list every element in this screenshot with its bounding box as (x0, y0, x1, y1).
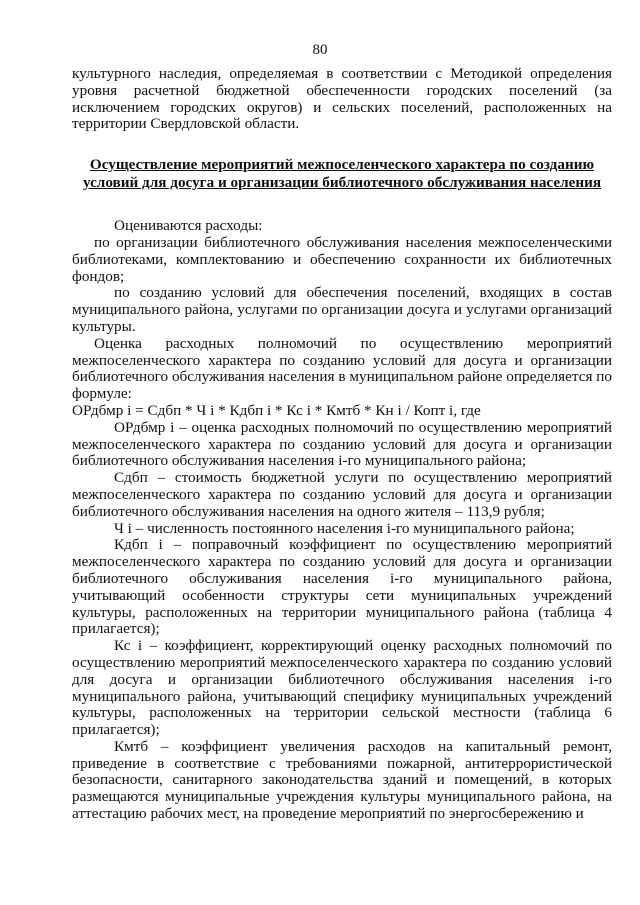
intro-paragraph: культурного наследия, определяемая в соответствии с Методикой определения уровня расчетной бюджетной обеспеченности городских поселений (за исключением городских округов) и сельских поселений, расположенных на территории Свердловской области. (72, 65, 612, 133)
section-heading-line-2: условий для досуга и организации библиотечного обслуживания населения (82, 173, 602, 191)
page-number: 80 (312, 42, 328, 58)
definition-item: Кдбп i – поправочный коэффициент по осуществлению мероприятий межпоселенческого характера по созданию условий для досуга и организации библиотечного обслуживания населения i-го муниципального района, учитывающий особенности структуры сети муниципальных учреждений культуры, расположенных на территории муниципального района (таблица 4 прилагается); (72, 536, 612, 638)
expenses-intro: Оцениваются расходы: (114, 217, 263, 235)
expense-item-1: по организации библиотечного обслуживания населения межпоселенческими библиотеками, комплектованию и обеспечению сохранности их библиотечных фондов; (72, 233, 612, 285)
formula: ОРдбмр i = Сдбп * Ч i * Кдбп i * Кс i * Кмтб * Кн i / Копт i, где (72, 401, 481, 419)
definition-item: Кмтб – коэффициент увеличения расходов на капитальный ремонт, приведение в соответствие с требованиями пожарной, антитеррористической безопасности, санитарного законодательства зданий и помещений, в которых размещаются муниципальные учреждения культуры муниципального района, на аттестацию рабочих мест, на проведение мероприятий по энергосбережению и (72, 737, 612, 823)
page-content (72, 66, 612, 823)
definition-item: ОРдбмр i – оценка расходных полномочий по осуществлению мероприятий межпоселенческого характера по созданию условий для досуга и организации библиотечного обслуживания населения i-го муниципального района; (72, 418, 612, 470)
section-heading (72, 156, 612, 191)
definition-item: Кс i – коэффициент, корректирующий оценку расходных полномочий по осуществлению мероприятий межпоселенческого характера по созданию условий для досуга и организации библиотечного обслуживания населения i-го муниципального района, учитывающий специфику муниципальных учреждений культуры, расположенных на территории сельской местности (таблица 6 прилагается); (72, 637, 612, 739)
definition-item: Ч i – численность постоянного населения i-го муниципального района; (114, 519, 575, 537)
assessment-paragraph: Оценка расходных полномочий по осуществлению мероприятий межпоселенческого характера по созданию условий для досуга и организации библиотечного обслуживания населения в муниципальном районе определяется по формуле: (72, 334, 612, 403)
expense-item-2: по созданию условий для обеспечения поселений, входящих в состав муниципального района, услугами по организации досуга и услугами организаций культуры. (72, 284, 612, 335)
definition-item: Сдбп – стоимость бюджетной услуги по осуществлению мероприятий межпоселенческого характера по созданию условий для досуга и организации библиотечного обслуживания населения на одного жителя – 113,9 рубля; (72, 469, 612, 520)
section-heading-line-1: Осуществление мероприятий межпоселенческого характера по созданию (89, 156, 595, 174)
